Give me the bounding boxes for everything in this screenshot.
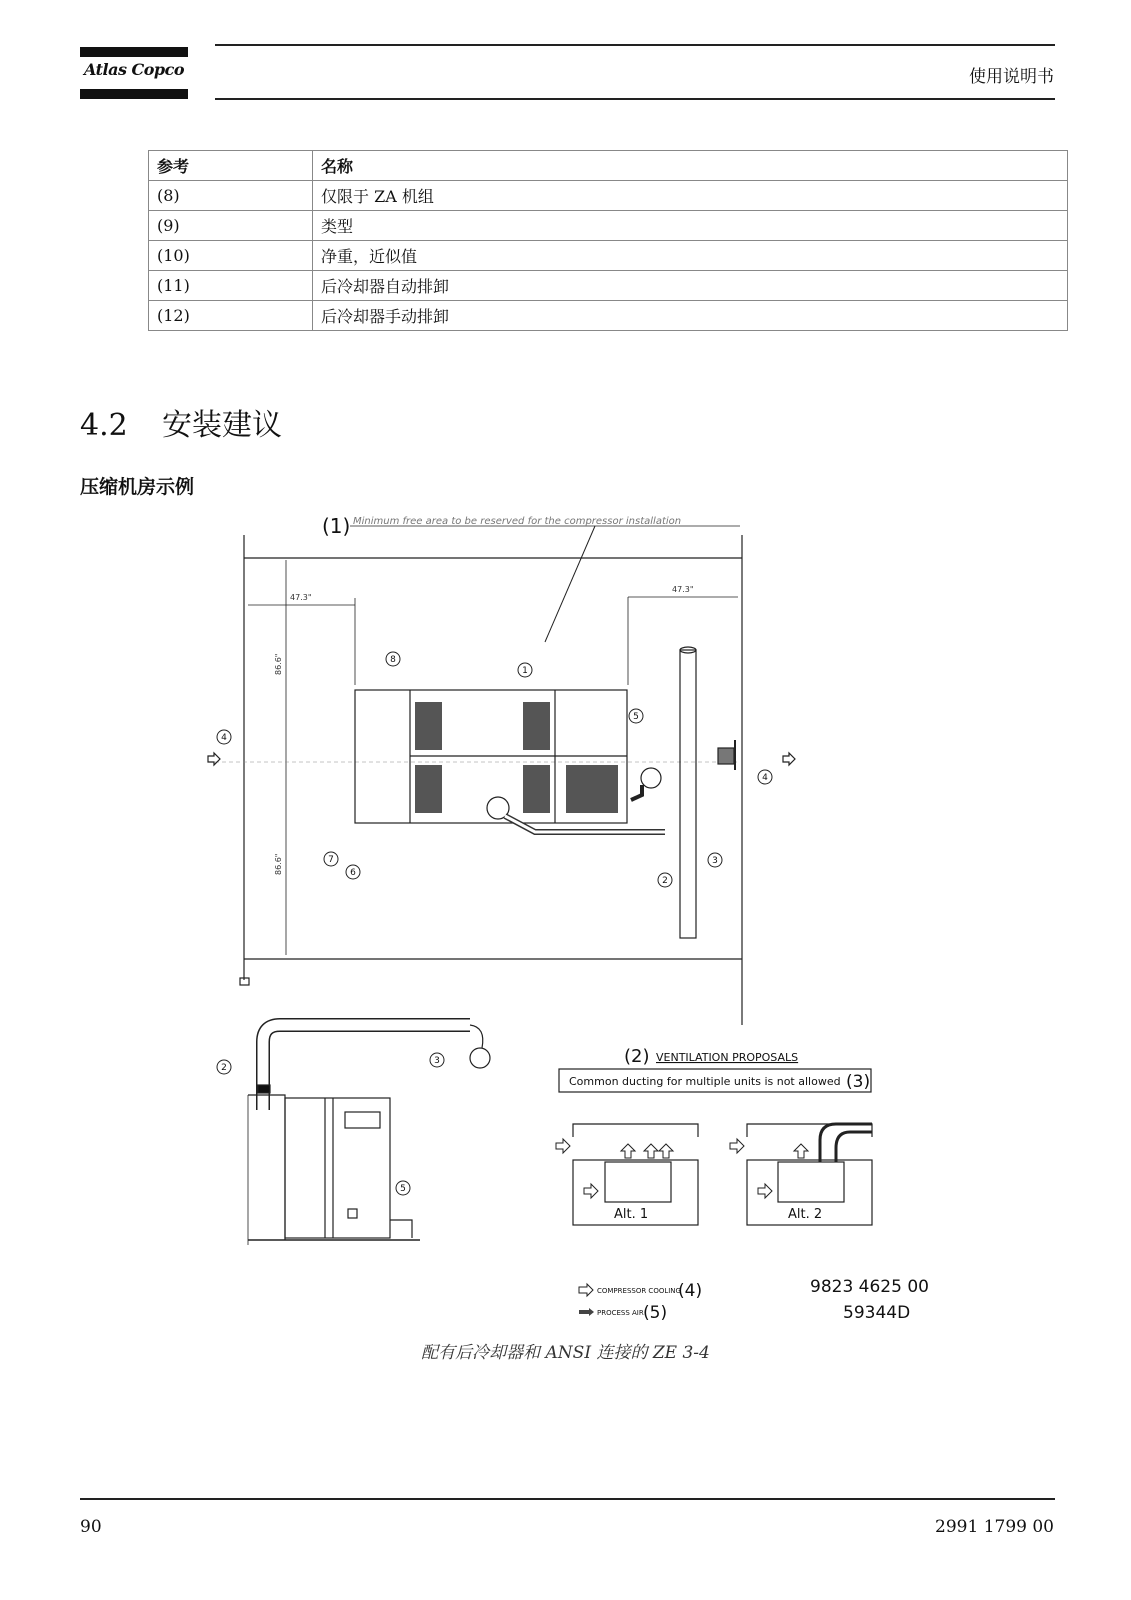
table-header-row	[149, 151, 1068, 181]
column-header-name: 名称	[313, 151, 1068, 181]
plan-label-5: 5	[633, 712, 639, 722]
table-row	[149, 181, 1068, 211]
dimension-right-top: 47.3"	[672, 585, 694, 594]
legend-cooling-label: COMPRESSOR COOLING	[597, 1287, 681, 1295]
cell-name: 仅限于 ZA 机组	[313, 181, 1068, 211]
plan-label-6: 6	[350, 868, 356, 878]
drawing-number: 9823 4625 00	[810, 1277, 929, 1297]
logo-wordmark: Atlas Copco	[83, 60, 185, 79]
cooling-arrow-icon	[579, 1284, 593, 1296]
ventilation-number: (2)	[624, 1046, 650, 1067]
document-type: 使用说明书	[969, 67, 1054, 87]
header-rule-bottom	[215, 98, 1055, 100]
dimension-vertical-upper: 86.6"	[274, 653, 283, 675]
cell-name: 类型	[313, 211, 1068, 241]
cell-ref: (10)	[149, 241, 313, 271]
logo-bar-bottom	[80, 89, 188, 99]
cell-ref: (11)	[149, 271, 313, 301]
plan-label-4: 4	[221, 733, 227, 743]
drawing-code: 59344D	[843, 1303, 911, 1320]
figure-caption: 配有后冷却器和 ANSI 连接的 ZE 3-4	[421, 1343, 710, 1363]
dimension-vertical-lower: 86.6"	[274, 853, 283, 875]
section-number: 4.2	[80, 408, 128, 443]
compressor-room-drawing	[0, 500, 1131, 1320]
plan-label-2: 2	[662, 876, 668, 886]
side-label-5: 5	[400, 1184, 406, 1194]
page-number: 90	[80, 1517, 102, 1537]
document-number: 2991 1799 00	[935, 1517, 1054, 1537]
note-number: (3)	[846, 1072, 871, 1092]
alt-2-label: Alt. 2	[788, 1207, 823, 1222]
plan-label-8: 8	[390, 655, 396, 665]
table-row	[149, 241, 1068, 271]
logo-bar-top	[80, 47, 188, 57]
process-air-arrow-icon	[579, 1308, 594, 1316]
plan-label-1: 1	[522, 666, 528, 676]
legend-process-number: (5)	[643, 1303, 668, 1320]
side-label-3: 3	[434, 1056, 440, 1066]
subsection-heading: 压缩机房示例	[80, 476, 195, 498]
alt-1-label: Alt. 1	[614, 1207, 649, 1222]
header-rule-top	[215, 44, 1055, 46]
plan-label-4-right: 4	[762, 773, 768, 783]
footer-rule	[80, 1498, 1055, 1500]
cell-name: 后冷却器自动排卸	[313, 271, 1068, 301]
cell-ref: (12)	[149, 301, 313, 331]
atlas-copco-logo	[80, 47, 188, 99]
section-heading	[80, 400, 282, 444]
table-row	[149, 271, 1068, 301]
ventilation-title: VENTILATION PROPOSALS	[656, 1051, 799, 1064]
cell-name: 后冷却器手动排卸	[313, 301, 1068, 331]
callout-1-text: Minimum free area to be reserved for the compressor installation	[353, 516, 682, 527]
table-row	[149, 211, 1068, 241]
cell-name: 净重，近似值	[313, 241, 1068, 271]
legend-cooling-number: (4)	[678, 1281, 703, 1301]
plan-label-3: 3	[712, 856, 718, 866]
callout-1-number: (1)	[322, 514, 351, 538]
dimension-left-top: 47.3"	[290, 593, 312, 602]
side-label-2: 2	[221, 1063, 227, 1073]
note-text: Common ducting for multiple units is not allowed	[569, 1075, 841, 1088]
table-row	[149, 301, 1068, 331]
cell-ref: (9)	[149, 211, 313, 241]
plan-label-7: 7	[328, 855, 334, 865]
column-header-ref: 参考	[149, 151, 313, 181]
cell-ref: (8)	[149, 181, 313, 211]
reference-table	[148, 150, 1068, 331]
legend-process-label: PROCESS AIR	[597, 1309, 644, 1317]
section-title: 安装建议	[162, 408, 282, 443]
